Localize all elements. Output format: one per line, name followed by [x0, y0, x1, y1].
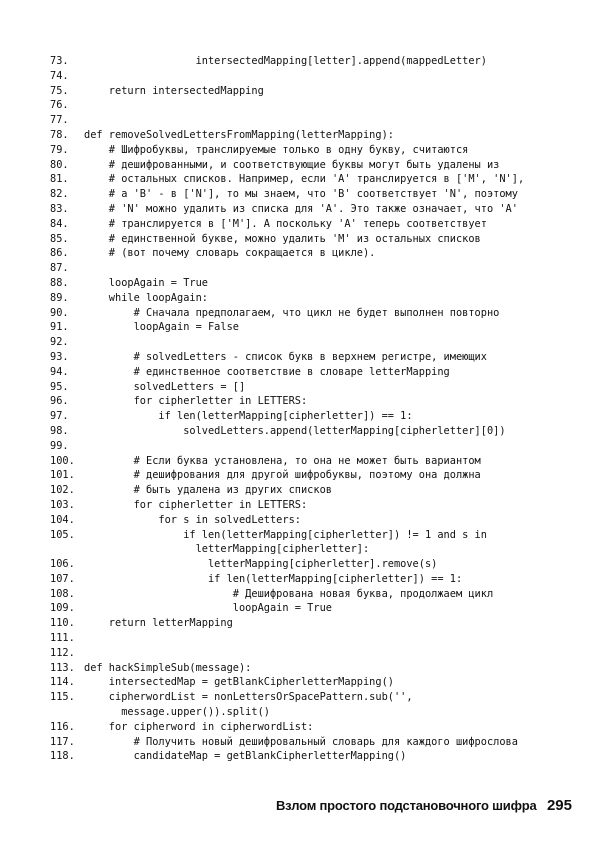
- line-number: 115.: [50, 691, 75, 704]
- line-number: 75.: [50, 84, 69, 97]
- code-text: # транслируется в ['M']. А поскольку 'A' теперь соответствует: [84, 217, 487, 230]
- line-number: 110.: [50, 617, 75, 630]
- line-number: 114.: [50, 676, 75, 689]
- line-number: 80.: [50, 158, 69, 171]
- code-line: [50, 187, 570, 202]
- line-number: 92.: [50, 336, 69, 349]
- code-text: candidateMap = getBlankCipherletterMapping(): [84, 750, 407, 763]
- line-number: 84.: [50, 217, 69, 230]
- code-text: for s in solvedLetters:: [84, 513, 301, 526]
- page-number: 295: [546, 797, 572, 814]
- code-line: [50, 69, 570, 84]
- code-line: [50, 232, 570, 247]
- code-line: [50, 54, 570, 69]
- code-line: [50, 557, 570, 572]
- line-number: 83.: [50, 202, 69, 215]
- code-line: [50, 498, 570, 513]
- code-text: cipherwordList = nonLettersOrSpacePattern.sub('',: [84, 691, 413, 704]
- code-line: [50, 483, 570, 498]
- line-number: 98.: [50, 424, 69, 437]
- line-number: 101.: [50, 469, 75, 482]
- code-text: # solvedLetters - список букв в верхнем регистре, имеющих: [84, 350, 487, 363]
- code-text: # 'N' можно удалить из списка для 'A'. Это также означает, что 'A': [84, 202, 518, 215]
- line-number: 89.: [50, 291, 69, 304]
- code-line: [50, 749, 570, 764]
- line-number: 87.: [50, 262, 69, 275]
- code-line: [50, 528, 570, 543]
- line-number: 88.: [50, 276, 69, 289]
- code-text: # (вот почему словарь сокращается в цикле).: [84, 247, 376, 260]
- code-text: # единственное соответствие в словаре letterMapping: [84, 365, 450, 378]
- code-text: for cipherword in cipherwordList:: [84, 720, 314, 733]
- code-line: [50, 735, 570, 750]
- code-line: [50, 306, 570, 321]
- line-number: 96.: [50, 395, 69, 408]
- code-text: def hackSimpleSub(message):: [84, 661, 252, 674]
- line-number: 117.: [50, 735, 75, 748]
- code-text: intersectedMapping[letter].append(mappedLetter): [84, 55, 487, 67]
- code-line: [50, 675, 570, 690]
- line-number: 86.: [50, 247, 69, 260]
- line-number: 94.: [50, 365, 69, 378]
- code-line: [50, 587, 570, 602]
- line-number: 107.: [50, 572, 75, 585]
- code-line: [50, 172, 570, 187]
- line-number: 82.: [50, 188, 69, 201]
- code-text: # Дешифрована новая буква, продолжаем цикл: [84, 587, 494, 600]
- code-text: while loopAgain:: [84, 291, 208, 304]
- line-number: 99.: [50, 439, 69, 452]
- code-text: # остальных списков. Например, если 'A' транслируется в ['M', 'N'],: [84, 173, 525, 186]
- code-listing: [50, 54, 570, 764]
- code-text: # Сначала предполагаем, что цикл не будет выполнен повторно: [84, 306, 500, 319]
- code-line: [50, 661, 570, 676]
- code-line: [50, 454, 570, 469]
- code-line: [50, 720, 570, 735]
- code-line: [50, 335, 570, 350]
- code-line: [50, 143, 570, 158]
- line-number: 111.: [50, 632, 75, 645]
- line-number: 90.: [50, 306, 69, 319]
- code-text: # а 'B' - в ['N'], то мы знаем, что 'B' соответствует 'N', поэтому: [84, 188, 518, 201]
- code-line: [50, 350, 570, 365]
- code-line: [50, 291, 570, 306]
- line-number: 100.: [50, 454, 75, 467]
- code-line: [50, 705, 570, 720]
- code-line: [50, 365, 570, 380]
- code-text: solvedLetters.append(letterMapping[cipherletter][0]): [84, 424, 506, 437]
- code-text: solvedLetters = []: [84, 380, 246, 393]
- code-text: # Получить новый дешифровальный словарь для каждого шифрослова: [84, 735, 518, 748]
- line-number: 76.: [50, 99, 69, 112]
- code-text: # единственной букве, можно удалить 'M' из остальных списков: [84, 232, 481, 245]
- code-line: [50, 631, 570, 646]
- code-line: [50, 601, 570, 616]
- line-number: 104.: [50, 513, 75, 526]
- code-line: [50, 380, 570, 395]
- code-line: [50, 202, 570, 217]
- code-text: # дешифрованными, и соответствующие буквы могут быть удалены из: [84, 158, 500, 171]
- code-line: [50, 394, 570, 409]
- code-text: return letterMapping: [84, 617, 233, 630]
- line-number: 95.: [50, 380, 69, 393]
- line-number: 97.: [50, 410, 69, 423]
- line-number: 73.: [50, 55, 69, 67]
- code-text: letterMapping[cipherletter].remove(s): [84, 558, 438, 571]
- code-line: [50, 128, 570, 143]
- code-line: [50, 320, 570, 335]
- code-line: [50, 261, 570, 276]
- line-number: 74.: [50, 69, 69, 82]
- line-number: 108.: [50, 587, 75, 600]
- code-line: [50, 468, 570, 483]
- code-text: for cipherletter in LETTERS:: [84, 395, 308, 408]
- line-number: 118.: [50, 750, 75, 763]
- code-text: loopAgain = True: [84, 276, 208, 289]
- code-text: # Если буква установлена, то она не может быть вариантом: [84, 454, 481, 467]
- line-number: 78.: [50, 128, 69, 141]
- code-line: [50, 98, 570, 113]
- line-number: 91.: [50, 321, 69, 334]
- code-line: [50, 409, 570, 424]
- code-text: # Шифробуквы, транслируемые только в одну букву, считаются: [84, 143, 469, 156]
- running-title: Взлом простого подстановочного шифра: [275, 798, 537, 813]
- code-text: if len(letterMapping[cipherletter]) == 1:: [84, 410, 413, 423]
- code-text: intersectedMap = getBlankCipherletterMapping(): [84, 676, 394, 689]
- line-number: 102.: [50, 484, 75, 497]
- code-line: [50, 113, 570, 128]
- code-line: [50, 84, 570, 99]
- code-line: [50, 572, 570, 587]
- code-line: [50, 246, 570, 261]
- code-text: return intersectedMapping: [84, 84, 264, 97]
- line-number: 103.: [50, 498, 75, 511]
- line-number: 81.: [50, 173, 69, 186]
- code-text: loopAgain = False: [84, 321, 239, 334]
- code-line: [50, 424, 570, 439]
- page-footer: [0, 797, 572, 815]
- code-line: [50, 276, 570, 291]
- code-line: [50, 158, 570, 173]
- line-number: 85.: [50, 232, 69, 245]
- code-text: for cipherletter in LETTERS:: [84, 498, 308, 511]
- code-line: [50, 616, 570, 631]
- line-number: 79.: [50, 143, 69, 156]
- line-number: 105.: [50, 528, 75, 541]
- code-text: # быть удалена из других списков: [84, 484, 332, 497]
- code-line: [50, 542, 570, 557]
- line-number: 113.: [50, 661, 75, 674]
- line-number: 93.: [50, 350, 69, 363]
- code-text: message.upper()).split(): [84, 706, 270, 719]
- line-number: 109.: [50, 602, 75, 615]
- code-line: [50, 646, 570, 661]
- code-text: if len(letterMapping[cipherletter]) != 1 and s in: [84, 528, 487, 541]
- code-text: def removeSolvedLettersFromMapping(letterMapping):: [84, 128, 394, 141]
- code-line: [50, 513, 570, 528]
- line-number: 77.: [50, 114, 69, 127]
- code-text: letterMapping[cipherletter]:: [84, 543, 370, 556]
- code-line: [50, 217, 570, 232]
- code-text: if len(letterMapping[cipherletter]) == 1:: [84, 572, 463, 585]
- line-number: 116.: [50, 720, 75, 733]
- code-line: [50, 690, 570, 705]
- code-text: loopAgain = True: [84, 602, 332, 615]
- code-text: # дешифрования для другой шифробуквы, поэтому она должна: [84, 469, 481, 482]
- code-line: [50, 439, 570, 454]
- line-number: 112.: [50, 646, 75, 659]
- line-number: 106.: [50, 558, 75, 571]
